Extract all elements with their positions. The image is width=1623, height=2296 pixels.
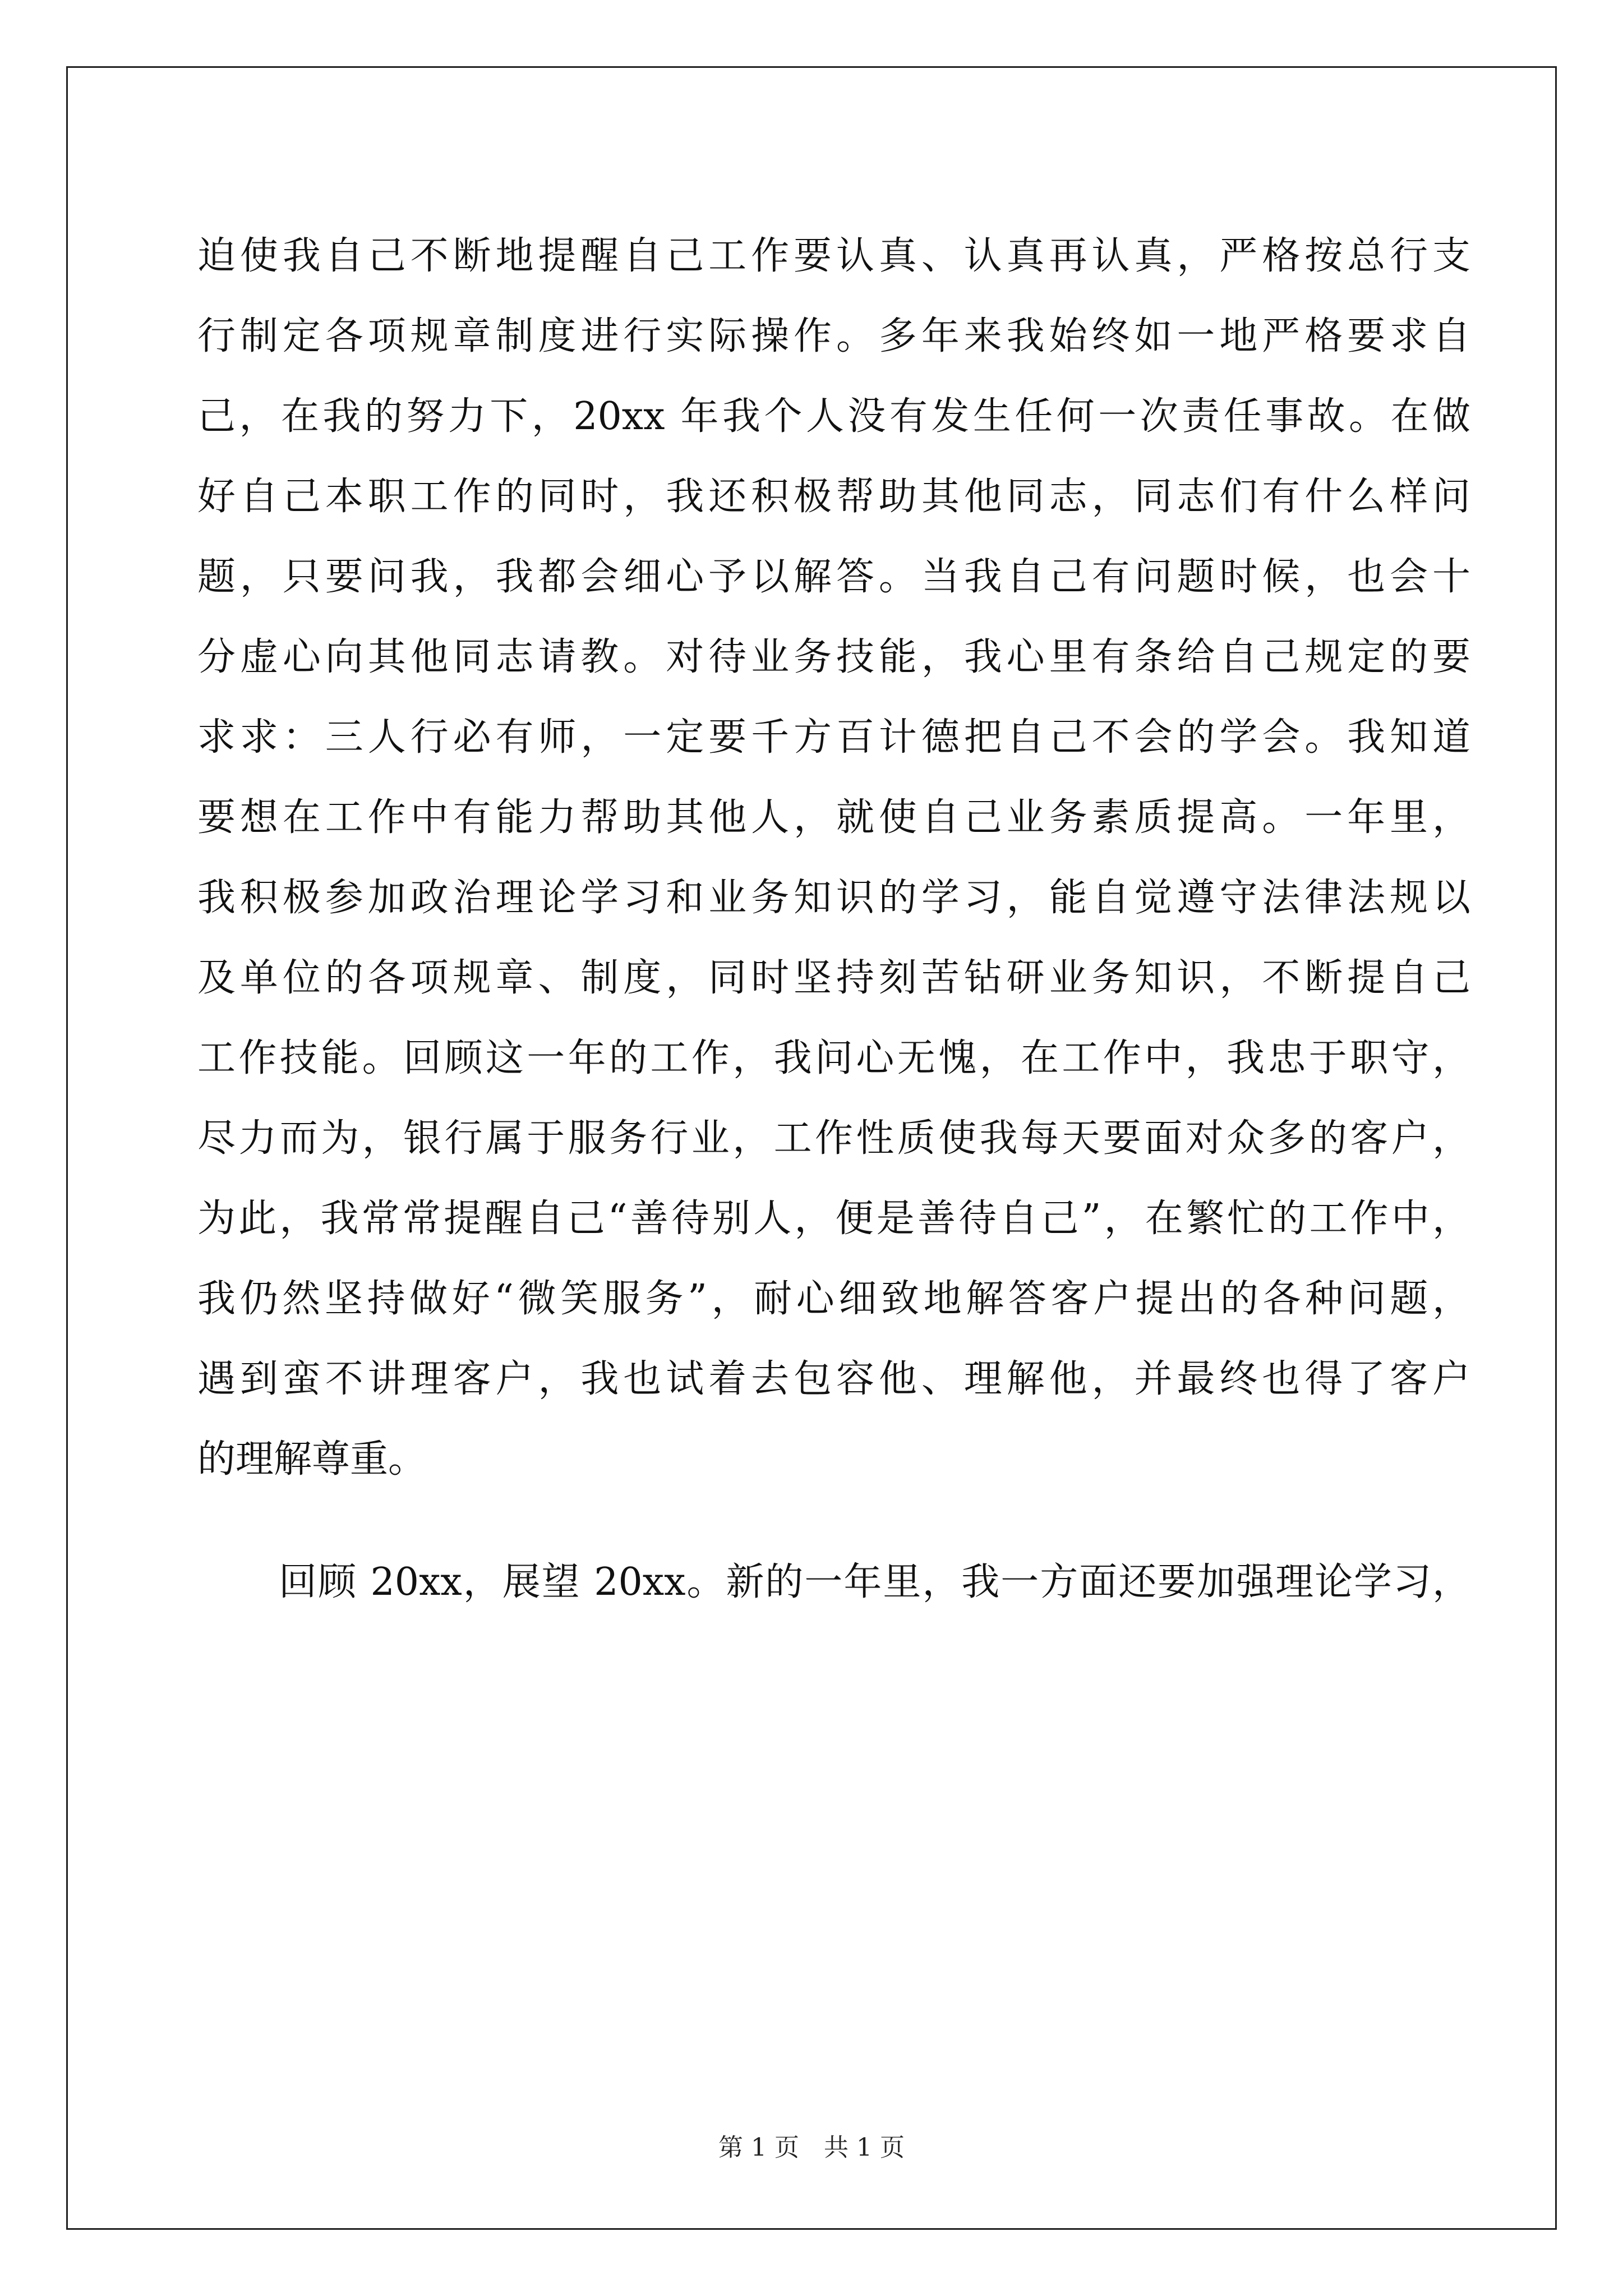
- paragraph-1-line-5: 题，只要问我，我都会细心予以解答。当我自己有问题时候，也会十: [197, 555, 1470, 599]
- paragraph-1-line-9: 我积极参加政治理论学习和业务知识的学习，能自觉遵守法律法规以: [197, 876, 1470, 920]
- paragraph-1-line-6: 分虚心向其他同志请教。对待业务技能，我心里有条给自己规定的要: [197, 635, 1470, 679]
- paragraph-1-line-10: 及单位的各项规章、制度，同时坚持刻苦钻研业务知识，不断提自己: [197, 956, 1470, 1000]
- paragraph-1-line-12: 尽力而为，银行属于服务行业，工作性质使我每天要面对众多的客户，: [197, 1116, 1470, 1161]
- paragraph-1-line-13: 为此，我常常提醒自己“善待别人，便是善待自己”，在繁忙的工作中，: [197, 1197, 1470, 1241]
- paragraph-1-line-1: 迫使我自己不断地提醒自己工作要认真、认真再认真，严格按总行支: [197, 234, 1470, 278]
- paragraph-1-line-8: 要想在工作中有能力帮助其他人，就使自己业务素质提高。一年里，: [197, 795, 1470, 840]
- paragraph-1-line-7: 求求：三人行必有师，一定要千方百计德把自己不会的学会。我知道: [197, 715, 1470, 760]
- paragraph-1-line-16: 的理解尊重。: [197, 1437, 427, 1481]
- paragraph-2-line-1: 回顾 20xx，展望 20xx。新的一年里，我一方面还要加强理论学习，: [279, 1560, 1470, 1604]
- page-footer: 第 1 页 共 1 页: [718, 2133, 905, 2162]
- paragraph-1-line-4: 好自己本职工作的同时，我还积极帮助其他同志，同志们有什么样问: [197, 475, 1470, 519]
- paragraph-1-line-14: 我仍然坚持做好“微笑服务”，耐心细致地解答客户提出的各种问题，: [197, 1277, 1470, 1321]
- paragraph-spacer: [197, 1499, 1470, 1542]
- document-body: [197, 216, 1470, 1622]
- paragraph-1-line-15: 遇到蛮不讲理客户，我也试着去包容他、理解他，并最终也得了客户: [197, 1357, 1470, 1401]
- paragraph-1-line-11: 工作技能。回顾这一年的工作，我问心无愧，在工作中，我忠于职守，: [197, 1036, 1470, 1080]
- paragraph-1-line-2: 行制定各项规章制度进行实际操作。多年来我始终如一地严格要求自: [197, 314, 1470, 358]
- paragraph-1-line-3: 己，在我的努力下，20xx 年我个人没有发生任何一次责任事故。在做: [197, 394, 1470, 439]
